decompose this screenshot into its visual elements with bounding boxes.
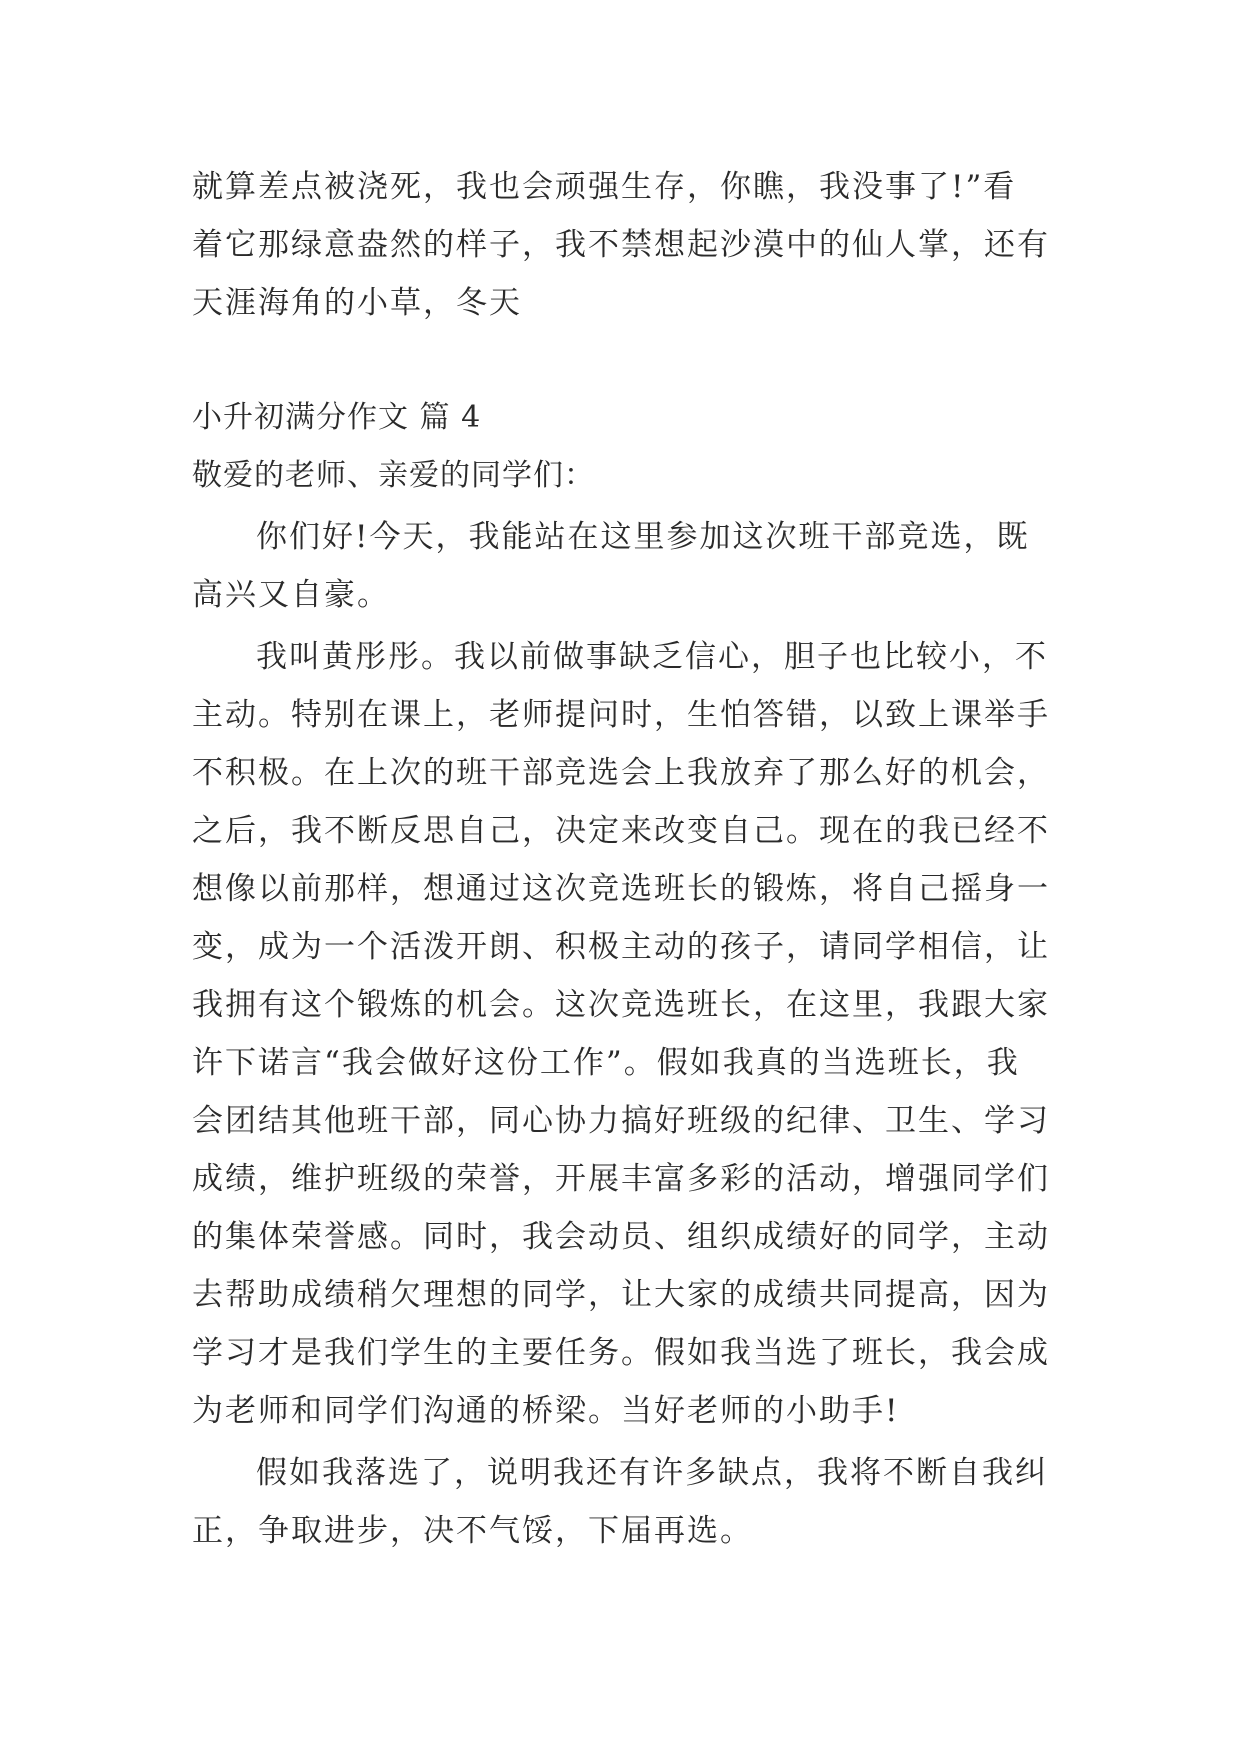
text-line: 你们好!今天，我能站在这里参加这次班干部竞选，既 xyxy=(256,519,1030,555)
section-title: 小升初满分作文 篇 4 xyxy=(192,400,482,435)
text-line: 想像以前那样，想通过这次竞选班长的锻炼，将自己摇身一 xyxy=(192,871,1050,907)
text-line: 学习才是我们学生的主要任务。假如我当选了班长，我会成 xyxy=(192,1335,1050,1371)
text-line: 成绩，维护班级的荣誉，开展丰富多彩的活动，增强同学们 xyxy=(192,1161,1050,1197)
text-line: 天涯海角的小草，冬天 xyxy=(192,285,522,321)
text-line: 我拥有这个锻炼的机会。这次竞选班长，在这里，我跟大家 xyxy=(192,987,1050,1023)
text-line: 的集体荣誉感。同时，我会动员、组织成绩好的同学，主动 xyxy=(192,1219,1050,1255)
text-line: 去帮助成绩稍欠理想的同学，让大家的成绩共同提高，因为 xyxy=(192,1277,1050,1313)
text-line: 变，成为一个活泼开朗、积极主动的孩子，请同学相信，让 xyxy=(192,929,1050,965)
text-line: 会团结其他班干部，同心协力搞好班级的纪律、卫生、学习 xyxy=(192,1103,1050,1139)
text-line: 我叫黄彤彤。我以前做事缺乏信心，胆子也比较小，不 xyxy=(256,639,1048,675)
text-line: 主动。特别在课上，老师提问时，生怕答错，以致上课举手 xyxy=(192,697,1050,733)
text-line: 许下诺言“我会做好这份工作”。假如我真的当选班长，我 xyxy=(192,1045,1020,1081)
text-line: 正，争取进步，决不气馁，下届再选。 xyxy=(192,1513,753,1549)
text-line: 之后，我不断反思自己，决定来改变自己。现在的我已经不 xyxy=(192,813,1050,849)
text-line: 不积极。在上次的班干部竞选会上我放弃了那么好的机会， xyxy=(192,755,1050,791)
text-line: 就算差点被浇死，我也会顽强生存，你瞧，我没事了!”看 xyxy=(192,169,1017,205)
salutation: 敬爱的老师、亲爱的同学们： xyxy=(192,458,595,493)
text-line: 着它那绿意盎然的样子，我不禁想起沙漠中的仙人掌，还有 xyxy=(192,227,1050,263)
text-line: 高兴又自豪。 xyxy=(192,577,390,613)
text-line: 假如我落选了，说明我还有许多缺点，我将不断自我纠 xyxy=(256,1455,1048,1491)
text-line: 为老师和同学们沟通的桥梁。当好老师的小助手! xyxy=(192,1393,900,1429)
